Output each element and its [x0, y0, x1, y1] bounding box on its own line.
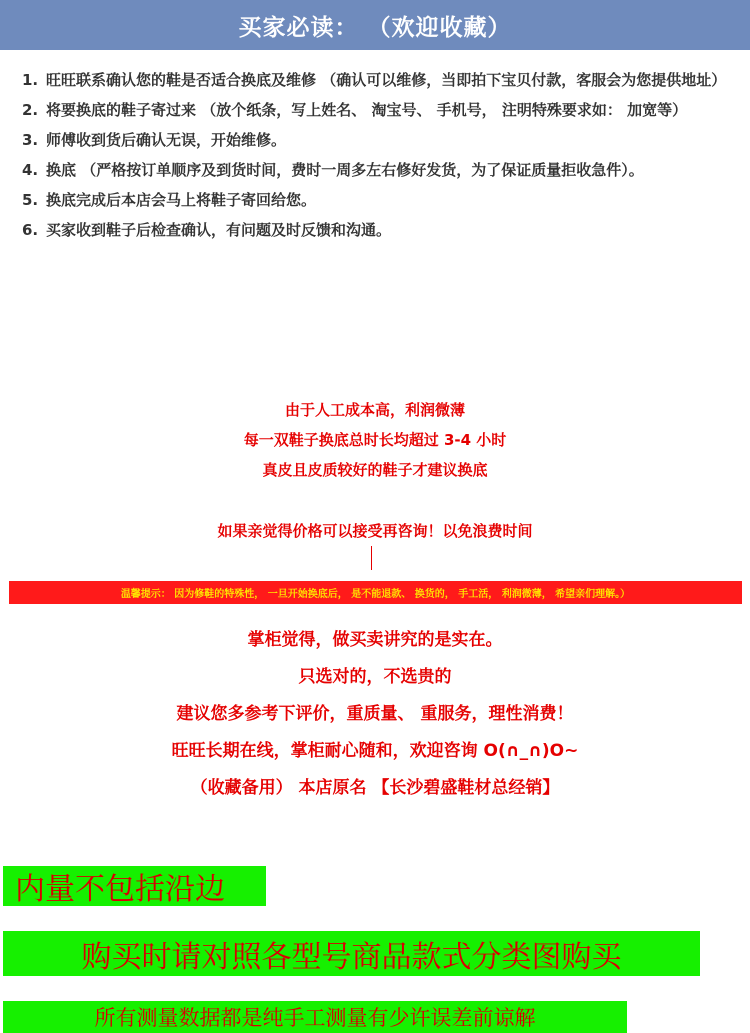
- notice-line: 每一双鞋子换底总时长均超过 3-4 小时: [243, 431, 507, 449]
- step-number: 5.: [22, 191, 39, 209]
- consult-notice: 如果亲觉得价格可以接受再咨询！以免浪费时间: [217, 522, 533, 540]
- measurement-banner-text: 内量不包括沿边: [15, 872, 225, 906]
- measurement-banner: [3, 866, 266, 906]
- shopkeeper-line: 只选对的，不选贵的: [298, 667, 452, 687]
- shopkeeper-line: （收藏备用） 本店原名 【长沙碧盛鞋材总经销】: [190, 778, 560, 798]
- step-item: [22, 215, 722, 245]
- disclaimer-banner: [3, 1001, 627, 1033]
- step-number: 2.: [22, 101, 39, 119]
- step-number: 3.: [22, 131, 39, 149]
- purchase-banner: [3, 931, 700, 976]
- buyer-steps-list: [22, 65, 727, 245]
- disclaimer-banner-text: 所有测量数据都是纯手工测量有少许误差前谅解: [94, 1006, 536, 1030]
- step-item: [22, 185, 722, 215]
- warm-tip-banner: [9, 581, 742, 604]
- page-header: [0, 0, 750, 50]
- step-number: 1.: [22, 71, 39, 89]
- notice-line: 真皮且皮质较好的鞋子才建议换底: [262, 461, 488, 479]
- shopkeeper-line: 建议您多参考下评价，重质量、 重服务，理性消费！: [176, 704, 574, 724]
- step-text: 师傅收到货后确认无误，开始维修。: [46, 131, 287, 149]
- step-number: 4.: [22, 161, 39, 179]
- cost-notice: [0, 395, 750, 485]
- warm-tip-text: 温馨提示： 因为修鞋的特殊性， 一旦开始换底后， 是不能退款、 换货的， 手工活， 利润微薄， 希望亲们理解。）: [120, 589, 631, 600]
- shopkeeper-message: [0, 622, 750, 807]
- step-number: 6.: [22, 221, 39, 239]
- step-text: 买家收到鞋子后检查确认，有问题及时反馈和沟通。: [46, 221, 392, 239]
- step-item: [22, 65, 727, 95]
- shopkeeper-line: 掌柜觉得，做买卖讲究的是实在。: [247, 630, 503, 650]
- divider-line: [371, 546, 372, 570]
- shopkeeper-line: 旺旺长期在线，掌柜耐心随和，欢迎咨询 O(∩_∩)O~: [171, 741, 579, 761]
- step-item: [22, 125, 722, 155]
- step-item: [22, 155, 722, 185]
- step-text: 换底 （严格按订单顺序及到货时间，费时一周多左右修好发货，为了保证质量拒收急件）。: [46, 161, 644, 179]
- step-text: 换底完成后本店会马上将鞋子寄回给您。: [46, 191, 317, 209]
- step-text: 旺旺联系确认您的鞋是否适合换底及维修 （确认可以维修，当即拍下宝贝付款，客服会为您提供地址）: [46, 71, 727, 89]
- step-text: 将要换底的鞋子寄过来 （放个纸条，写上姓名、 淘宝号、 手机号， 注明特殊要求如： 加宽等）: [46, 101, 688, 119]
- notice-line: 由于人工成本高，利润微薄: [284, 401, 465, 419]
- step-item: [22, 95, 722, 125]
- purchase-banner-text: 购买时请对照各型号商品款式分类图购买: [81, 939, 622, 975]
- header-title: 买家必读： （欢迎收藏）: [238, 14, 512, 41]
